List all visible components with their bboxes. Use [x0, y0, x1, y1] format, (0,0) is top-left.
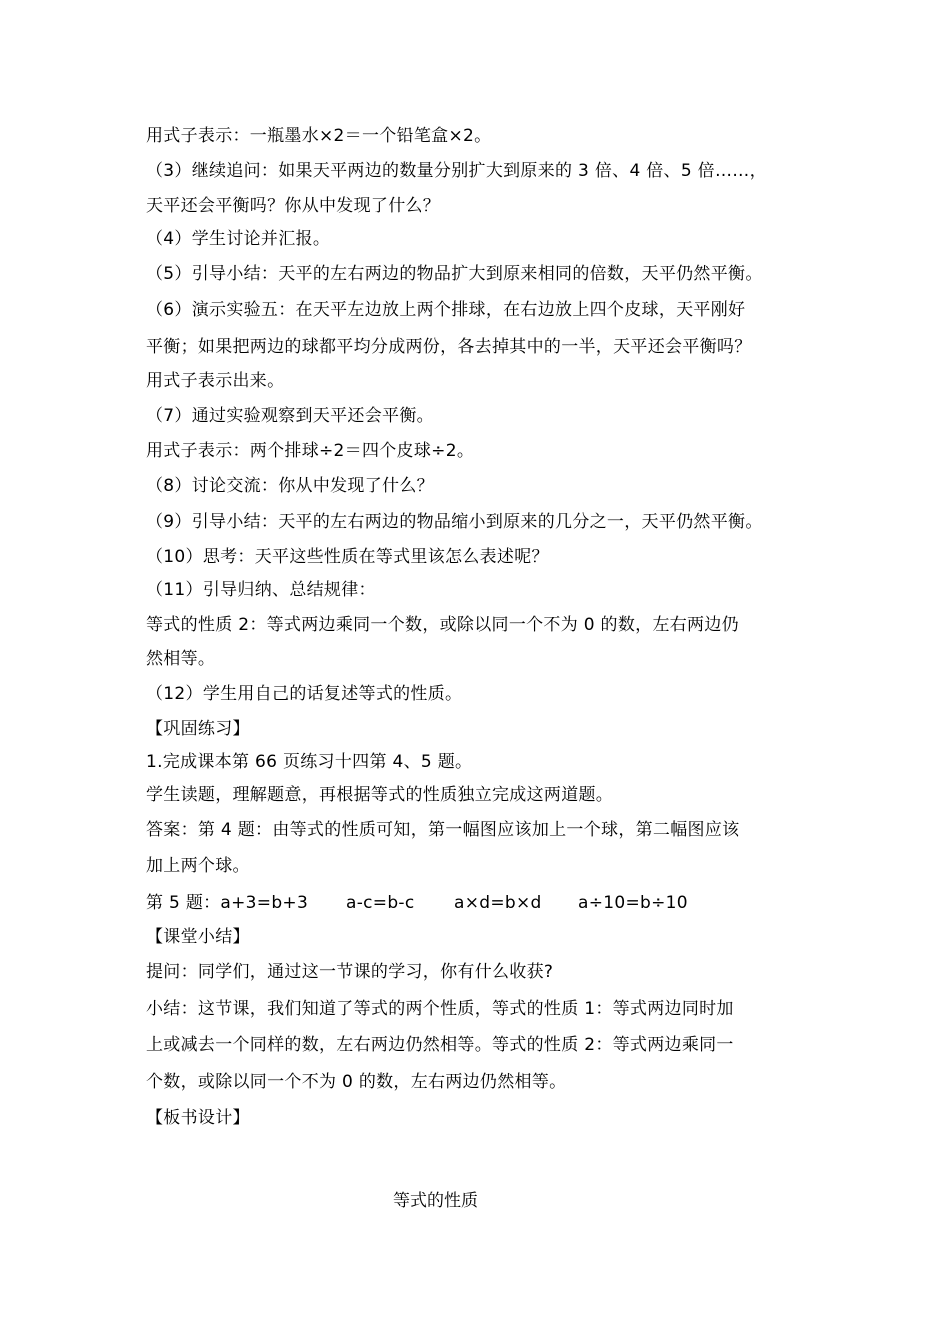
equation: a÷10=b÷10	[578, 892, 688, 913]
text-line: 小结：这节课，我们知道了等式的两个性质，等式的性质 1：等式两边同时加	[146, 998, 734, 1019]
text-line: 天平还会平衡吗？你从中发现了什么？	[146, 195, 441, 216]
question5-label: 第 5 题：a+3=b+3	[146, 892, 309, 913]
text-line: 学生读题，理解题意，再根据等式的性质独立完成这两道题。	[146, 784, 614, 805]
section-heading: 【课堂小结】	[146, 927, 250, 947]
text-line: （6）演示实验五：在天平左边放上两个排球，在右边放上四个皮球，天平刚好	[146, 300, 746, 320]
board-design-title: 等式的性质	[393, 1191, 478, 1211]
text-line: 加上两个球。	[146, 856, 250, 876]
section-heading: 【板书设计】	[146, 1108, 250, 1128]
text-line: （11）引导归纳、总结规律：	[146, 579, 376, 600]
text-line: 答案：第 4 题：由等式的性质可知，第一幅图应该加上一个球，第二幅图应该	[146, 819, 740, 840]
text-line: （10）思考：天平这些性质在等式里该怎么表述呢？	[146, 546, 549, 567]
text-line: 上或减去一个同样的数，左右两边仍然相等。等式的性质 2：等式两边乘同一	[146, 1035, 734, 1055]
text-line: 提问：同学们，通过这一节课的学习，你有什么收获?	[146, 962, 554, 982]
text-line: （8）讨论交流：你从中发现了什么？	[146, 475, 434, 496]
text-line: （7）通过实验观察到天平还会平衡。	[146, 406, 434, 426]
equation: a×d=b×d	[454, 892, 542, 913]
text-line: （5）引导小结：天平的左右两边的物品扩大到原来相同的倍数，天平仍然平衡。	[146, 263, 763, 284]
text-line: 然相等。	[146, 649, 216, 669]
text-line: （12）学生用自己的话复述等式的性质。	[146, 684, 463, 704]
question5-equations	[146, 885, 826, 922]
text-line: 用式子表示：两个排球÷2＝四个皮球÷2。	[146, 440, 475, 461]
section-heading: 【巩固练习】	[146, 718, 250, 739]
text-line: 用式子表示：一瓶墨水×2＝一个铅笔盒×2。	[146, 126, 492, 146]
text-line: 平衡；如果把两边的球都平均分成两份，各去掉其中的一半，天平还会平衡吗？	[146, 336, 752, 357]
text-line: 个数，或除以同一个不为 0 的数，左右两边仍然相等。	[146, 1071, 567, 1092]
text-line: （9）引导小结：天平的左右两边的物品缩小到原来的几分之一，天平仍然平衡。	[146, 512, 763, 532]
text-line: 用式子表示出来。	[146, 371, 285, 391]
text-line: 等式的性质 2：等式两边乘同一个数，或除以同一个不为 0 的数，左右两边仍	[146, 614, 739, 635]
text-line: （4）学生讨论并汇报。	[146, 228, 331, 249]
text-line: （3）继续追问：如果天平两边的数量分别扩大到原来的 3 倍、4 倍、5 倍……，	[146, 161, 767, 181]
text-line: 1.完成课本第 66 页练习十四第 4、5 题。	[146, 751, 473, 772]
document-body	[146, 120, 826, 1137]
equation: a-c=b-c	[346, 892, 415, 913]
